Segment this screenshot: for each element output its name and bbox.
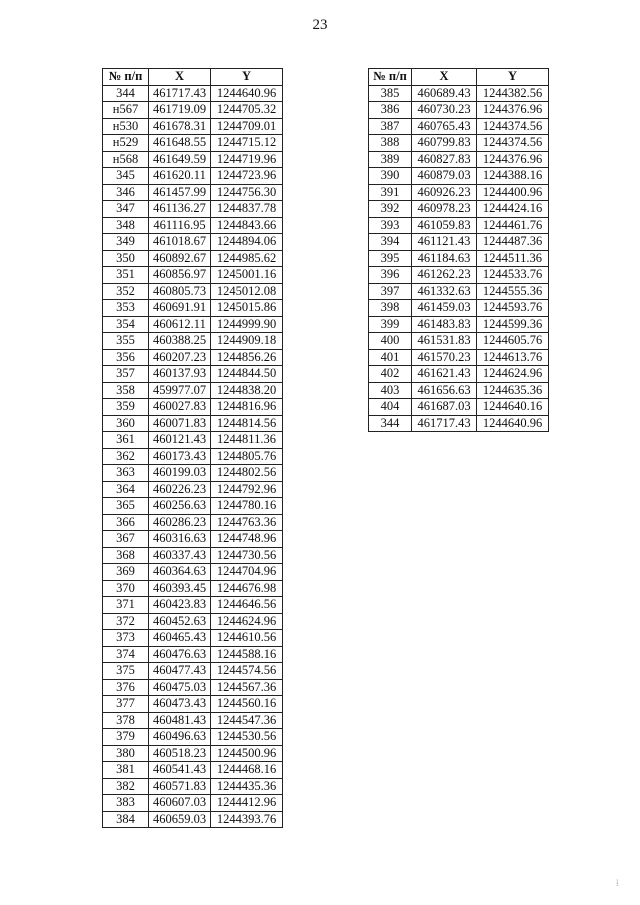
table-row xyxy=(103,630,283,647)
table-row xyxy=(103,151,283,168)
cell-point-number: н529 xyxy=(103,135,149,152)
cell-y: 1244705.32 xyxy=(211,102,283,119)
coordinates-table-left xyxy=(102,68,283,828)
cell-x: 460286.23 xyxy=(149,514,211,531)
cell-y: 1244500.96 xyxy=(211,745,283,762)
table-header-row xyxy=(369,69,549,86)
coordinates-table-right xyxy=(368,68,549,432)
cell-point-number: 376 xyxy=(103,679,149,696)
cell-point-number: 378 xyxy=(103,712,149,729)
cell-x: 460481.43 xyxy=(149,712,211,729)
cell-y: 1244816.96 xyxy=(211,399,283,416)
table-row xyxy=(369,184,549,201)
table-row xyxy=(103,514,283,531)
cell-x: 460337.43 xyxy=(149,547,211,564)
cell-point-number: 354 xyxy=(103,316,149,333)
table-row xyxy=(103,613,283,630)
cell-y: 1244635.36 xyxy=(477,382,549,399)
cell-y: 1244388.16 xyxy=(477,168,549,185)
cell-x: 460207.23 xyxy=(149,349,211,366)
cell-point-number: 351 xyxy=(103,267,149,284)
cell-y: 1244560.16 xyxy=(211,696,283,713)
cell-y: 1244382.56 xyxy=(477,85,549,102)
cell-y: 1244709.01 xyxy=(211,118,283,135)
cell-x: 460071.83 xyxy=(149,415,211,432)
table-row xyxy=(369,349,549,366)
cell-y: 1244530.56 xyxy=(211,729,283,746)
cell-y: 1244805.76 xyxy=(211,448,283,465)
cell-point-number: 394 xyxy=(369,234,412,251)
table-row xyxy=(103,399,283,416)
cell-point-number: 404 xyxy=(369,399,412,416)
cell-point-number: 377 xyxy=(103,696,149,713)
cell-x: 460827.83 xyxy=(412,151,477,168)
cell-point-number: 397 xyxy=(369,283,412,300)
cell-point-number: 356 xyxy=(103,349,149,366)
table-row xyxy=(103,498,283,515)
cell-x: 460571.83 xyxy=(149,778,211,795)
table-row xyxy=(103,564,283,581)
table-row xyxy=(103,118,283,135)
table-row xyxy=(369,217,549,234)
table-row xyxy=(103,696,283,713)
cell-point-number: 352 xyxy=(103,283,149,300)
table-row xyxy=(369,382,549,399)
cell-point-number: 387 xyxy=(369,118,412,135)
cell-y: 1244856.26 xyxy=(211,349,283,366)
cell-x: 460027.83 xyxy=(149,399,211,416)
cell-x: 461717.43 xyxy=(412,415,477,432)
cell-x: 460879.03 xyxy=(412,168,477,185)
cell-x: 460475.03 xyxy=(149,679,211,696)
cell-x: 460364.63 xyxy=(149,564,211,581)
cell-point-number: 402 xyxy=(369,366,412,383)
cell-point-number: 364 xyxy=(103,481,149,498)
cell-x: 460805.73 xyxy=(149,283,211,300)
cell-y: 1244909.18 xyxy=(211,333,283,350)
table-row xyxy=(103,234,283,251)
table-row xyxy=(103,597,283,614)
cell-y: 1244894.06 xyxy=(211,234,283,251)
cell-y: 1244756.30 xyxy=(211,184,283,201)
cell-y: 1244567.36 xyxy=(211,679,283,696)
cell-point-number: 344 xyxy=(103,85,149,102)
cell-point-number: 399 xyxy=(369,316,412,333)
cell-x: 461121.43 xyxy=(412,234,477,251)
cell-x: 461656.63 xyxy=(412,382,477,399)
cell-x: 461678.31 xyxy=(149,118,211,135)
cell-x: 460465.43 xyxy=(149,630,211,647)
cell-x: 460926.23 xyxy=(412,184,477,201)
cell-point-number: 359 xyxy=(103,399,149,416)
table-row xyxy=(103,349,283,366)
table-row xyxy=(369,135,549,152)
cell-y: 1244719.96 xyxy=(211,151,283,168)
cell-y: 1245015.86 xyxy=(211,300,283,317)
cell-x: 460659.03 xyxy=(149,811,211,828)
cell-x: 460856.97 xyxy=(149,267,211,284)
margin-mark: ⁞ xyxy=(616,878,619,888)
table-row xyxy=(103,85,283,102)
cell-y: 1244393.76 xyxy=(211,811,283,828)
cell-y: 1244599.36 xyxy=(477,316,549,333)
cell-y: 1244985.62 xyxy=(211,250,283,267)
cell-y: 1244424.16 xyxy=(477,201,549,218)
cell-point-number: 382 xyxy=(103,778,149,795)
cell-x: 461621.43 xyxy=(412,366,477,383)
cell-x: 460691.91 xyxy=(149,300,211,317)
column-header-number: № п/п xyxy=(103,69,149,86)
cell-x: 460978.23 xyxy=(412,201,477,218)
cell-point-number: н567 xyxy=(103,102,149,119)
table-row xyxy=(103,778,283,795)
cell-x: 461687.03 xyxy=(412,399,477,416)
cell-x: 461116.95 xyxy=(149,217,211,234)
cell-point-number: 357 xyxy=(103,366,149,383)
table-row xyxy=(103,184,283,201)
cell-point-number: 358 xyxy=(103,382,149,399)
cell-x: 461719.09 xyxy=(149,102,211,119)
cell-point-number: 344 xyxy=(369,415,412,432)
cell-y: 1244533.76 xyxy=(477,267,549,284)
cell-point-number: 345 xyxy=(103,168,149,185)
cell-y: 1244605.76 xyxy=(477,333,549,350)
table-row xyxy=(369,168,549,185)
cell-point-number: 363 xyxy=(103,465,149,482)
cell-x: 461136.27 xyxy=(149,201,211,218)
cell-y: 1244640.96 xyxy=(477,415,549,432)
cell-point-number: 398 xyxy=(369,300,412,317)
cell-point-number: 384 xyxy=(103,811,149,828)
cell-y: 1244748.96 xyxy=(211,531,283,548)
cell-y: 1244511.36 xyxy=(477,250,549,267)
cell-y: 1244487.36 xyxy=(477,234,549,251)
table-row xyxy=(103,646,283,663)
cell-x: 460452.63 xyxy=(149,613,211,630)
cell-point-number: 393 xyxy=(369,217,412,234)
cell-y: 1244843.66 xyxy=(211,217,283,234)
cell-y: 1244811.36 xyxy=(211,432,283,449)
cell-y: 1244574.56 xyxy=(211,663,283,680)
cell-point-number: 396 xyxy=(369,267,412,284)
table-row xyxy=(103,366,283,383)
cell-point-number: 390 xyxy=(369,168,412,185)
table-row xyxy=(103,465,283,482)
cell-x: 460393.45 xyxy=(149,580,211,597)
cell-y: 1244555.36 xyxy=(477,283,549,300)
table-row xyxy=(103,283,283,300)
cell-x: 460121.43 xyxy=(149,432,211,449)
cell-point-number: 401 xyxy=(369,349,412,366)
cell-y: 1244374.56 xyxy=(477,118,549,135)
column-header-y: Y xyxy=(477,69,549,86)
cell-point-number: 371 xyxy=(103,597,149,614)
cell-y: 1244435.36 xyxy=(211,778,283,795)
table-row xyxy=(103,168,283,185)
cell-point-number: 362 xyxy=(103,448,149,465)
table-row xyxy=(369,333,549,350)
table-row xyxy=(103,250,283,267)
cell-x: 461483.83 xyxy=(412,316,477,333)
cell-y: 1244715.12 xyxy=(211,135,283,152)
cell-y: 1244838.20 xyxy=(211,382,283,399)
cell-point-number: 368 xyxy=(103,547,149,564)
cell-point-number: 383 xyxy=(103,795,149,812)
table-row xyxy=(103,300,283,317)
cell-point-number: 347 xyxy=(103,201,149,218)
cell-y: 1244646.56 xyxy=(211,597,283,614)
cell-x: 461332.63 xyxy=(412,283,477,300)
cell-point-number: 360 xyxy=(103,415,149,432)
cell-point-number: 374 xyxy=(103,646,149,663)
cell-y: 1244400.96 xyxy=(477,184,549,201)
table-row xyxy=(103,201,283,218)
cell-point-number: 389 xyxy=(369,151,412,168)
cell-x: 461184.63 xyxy=(412,250,477,267)
table-row xyxy=(103,745,283,762)
table-row xyxy=(369,102,549,119)
cell-y: 1244640.16 xyxy=(477,399,549,416)
cell-y: 1244374.56 xyxy=(477,135,549,152)
cell-x: 461620.11 xyxy=(149,168,211,185)
cell-x: 460388.25 xyxy=(149,333,211,350)
table-row xyxy=(369,300,549,317)
cell-x: 460892.67 xyxy=(149,250,211,267)
table-row xyxy=(103,267,283,284)
cell-x: 460137.93 xyxy=(149,366,211,383)
cell-x: 460689.43 xyxy=(412,85,477,102)
cell-x: 460256.63 xyxy=(149,498,211,515)
cell-x: 461262.23 xyxy=(412,267,477,284)
cell-point-number: 370 xyxy=(103,580,149,597)
cell-point-number: 369 xyxy=(103,564,149,581)
cell-x: 461570.23 xyxy=(412,349,477,366)
cell-point-number: 353 xyxy=(103,300,149,317)
cell-point-number: 348 xyxy=(103,217,149,234)
cell-y: 1244723.96 xyxy=(211,168,283,185)
cell-point-number: 400 xyxy=(369,333,412,350)
table-row xyxy=(103,762,283,779)
cell-point-number: 372 xyxy=(103,613,149,630)
cell-point-number: 349 xyxy=(103,234,149,251)
table-row xyxy=(103,481,283,498)
cell-y: 1244412.96 xyxy=(211,795,283,812)
cell-point-number: н568 xyxy=(103,151,149,168)
cell-x: 459977.07 xyxy=(149,382,211,399)
table-row xyxy=(103,415,283,432)
cell-y: 1244814.56 xyxy=(211,415,283,432)
cell-x: 460541.43 xyxy=(149,762,211,779)
table-row xyxy=(103,663,283,680)
cell-point-number: 361 xyxy=(103,432,149,449)
cell-x: 460496.63 xyxy=(149,729,211,746)
cell-point-number: 350 xyxy=(103,250,149,267)
cell-x: 460730.23 xyxy=(412,102,477,119)
cell-point-number: 379 xyxy=(103,729,149,746)
table-row xyxy=(369,234,549,251)
column-header-y: Y xyxy=(211,69,283,86)
table-row xyxy=(103,432,283,449)
table-row xyxy=(103,580,283,597)
cell-x: 460173.43 xyxy=(149,448,211,465)
table-row xyxy=(103,382,283,399)
table-row xyxy=(103,712,283,729)
table-row xyxy=(369,399,549,416)
table-row xyxy=(369,267,549,284)
cell-x: 461648.55 xyxy=(149,135,211,152)
cell-y: 1244763.36 xyxy=(211,514,283,531)
cell-x: 461059.83 xyxy=(412,217,477,234)
cell-y: 1244844.50 xyxy=(211,366,283,383)
cell-y: 1244802.56 xyxy=(211,465,283,482)
table-row xyxy=(103,795,283,812)
cell-y: 1244837.78 xyxy=(211,201,283,218)
cell-y: 1244376.96 xyxy=(477,151,549,168)
cell-y: 1244999.90 xyxy=(211,316,283,333)
cell-point-number: 355 xyxy=(103,333,149,350)
cell-x: 461018.67 xyxy=(149,234,211,251)
cell-y: 1244461.76 xyxy=(477,217,549,234)
cell-x: 460473.43 xyxy=(149,696,211,713)
table-row xyxy=(369,283,549,300)
cell-y: 1244624.96 xyxy=(477,366,549,383)
cell-y: 1244676.98 xyxy=(211,580,283,597)
cell-x: 460226.23 xyxy=(149,481,211,498)
table-row xyxy=(369,151,549,168)
cell-x: 460607.03 xyxy=(149,795,211,812)
cell-y: 1245012.08 xyxy=(211,283,283,300)
table-row xyxy=(103,333,283,350)
cell-point-number: н530 xyxy=(103,118,149,135)
table-body-left xyxy=(103,85,283,828)
cell-y: 1244613.76 xyxy=(477,349,549,366)
cell-x: 461717.43 xyxy=(149,85,211,102)
table-row xyxy=(103,729,283,746)
cell-x: 460612.11 xyxy=(149,316,211,333)
cell-x: 460518.23 xyxy=(149,745,211,762)
cell-point-number: 395 xyxy=(369,250,412,267)
cell-y: 1244610.56 xyxy=(211,630,283,647)
cell-point-number: 392 xyxy=(369,201,412,218)
cell-x: 461457.99 xyxy=(149,184,211,201)
table-row xyxy=(103,135,283,152)
cell-point-number: 381 xyxy=(103,762,149,779)
table-row xyxy=(369,316,549,333)
cell-y: 1244792.96 xyxy=(211,481,283,498)
page-number: 23 xyxy=(312,17,328,33)
cell-y: 1244376.96 xyxy=(477,102,549,119)
column-header-x: X xyxy=(149,69,211,86)
cell-y: 1244624.96 xyxy=(211,613,283,630)
cell-x: 460423.83 xyxy=(149,597,211,614)
cell-point-number: 391 xyxy=(369,184,412,201)
cell-point-number: 380 xyxy=(103,745,149,762)
cell-point-number: 373 xyxy=(103,630,149,647)
table-row xyxy=(369,250,549,267)
table-body-right xyxy=(369,85,549,432)
cell-y: 1244730.56 xyxy=(211,547,283,564)
cell-x: 461531.83 xyxy=(412,333,477,350)
table-row xyxy=(103,531,283,548)
table-header-row xyxy=(103,69,283,86)
table-row xyxy=(369,415,549,432)
cell-x: 460199.03 xyxy=(149,465,211,482)
cell-y: 1244468.16 xyxy=(211,762,283,779)
cell-x: 460477.43 xyxy=(149,663,211,680)
column-header-x: X xyxy=(412,69,477,86)
cell-x: 461649.59 xyxy=(149,151,211,168)
cell-y: 1244640.96 xyxy=(211,85,283,102)
table-row xyxy=(103,316,283,333)
cell-x: 460316.63 xyxy=(149,531,211,548)
cell-y: 1244704.96 xyxy=(211,564,283,581)
cell-y: 1244547.36 xyxy=(211,712,283,729)
cell-x: 460476.63 xyxy=(149,646,211,663)
table-row xyxy=(369,366,549,383)
cell-point-number: 346 xyxy=(103,184,149,201)
table-row xyxy=(369,85,549,102)
cell-x: 460765.43 xyxy=(412,118,477,135)
table-row xyxy=(103,811,283,828)
table-row xyxy=(369,201,549,218)
column-header-number: № п/п xyxy=(369,69,412,86)
table-row xyxy=(103,217,283,234)
cell-point-number: 385 xyxy=(369,85,412,102)
cell-y: 1244780.16 xyxy=(211,498,283,515)
cell-y: 1245001.16 xyxy=(211,267,283,284)
table-row xyxy=(103,679,283,696)
cell-point-number: 366 xyxy=(103,514,149,531)
cell-y: 1244588.16 xyxy=(211,646,283,663)
table-row xyxy=(103,448,283,465)
cell-x: 460799.83 xyxy=(412,135,477,152)
cell-point-number: 375 xyxy=(103,663,149,680)
cell-point-number: 403 xyxy=(369,382,412,399)
table-row xyxy=(103,547,283,564)
cell-point-number: 365 xyxy=(103,498,149,515)
cell-x: 461459.03 xyxy=(412,300,477,317)
table-row xyxy=(103,102,283,119)
table-row xyxy=(369,118,549,135)
cell-y: 1244593.76 xyxy=(477,300,549,317)
cell-point-number: 367 xyxy=(103,531,149,548)
cell-point-number: 388 xyxy=(369,135,412,152)
cell-point-number: 386 xyxy=(369,102,412,119)
